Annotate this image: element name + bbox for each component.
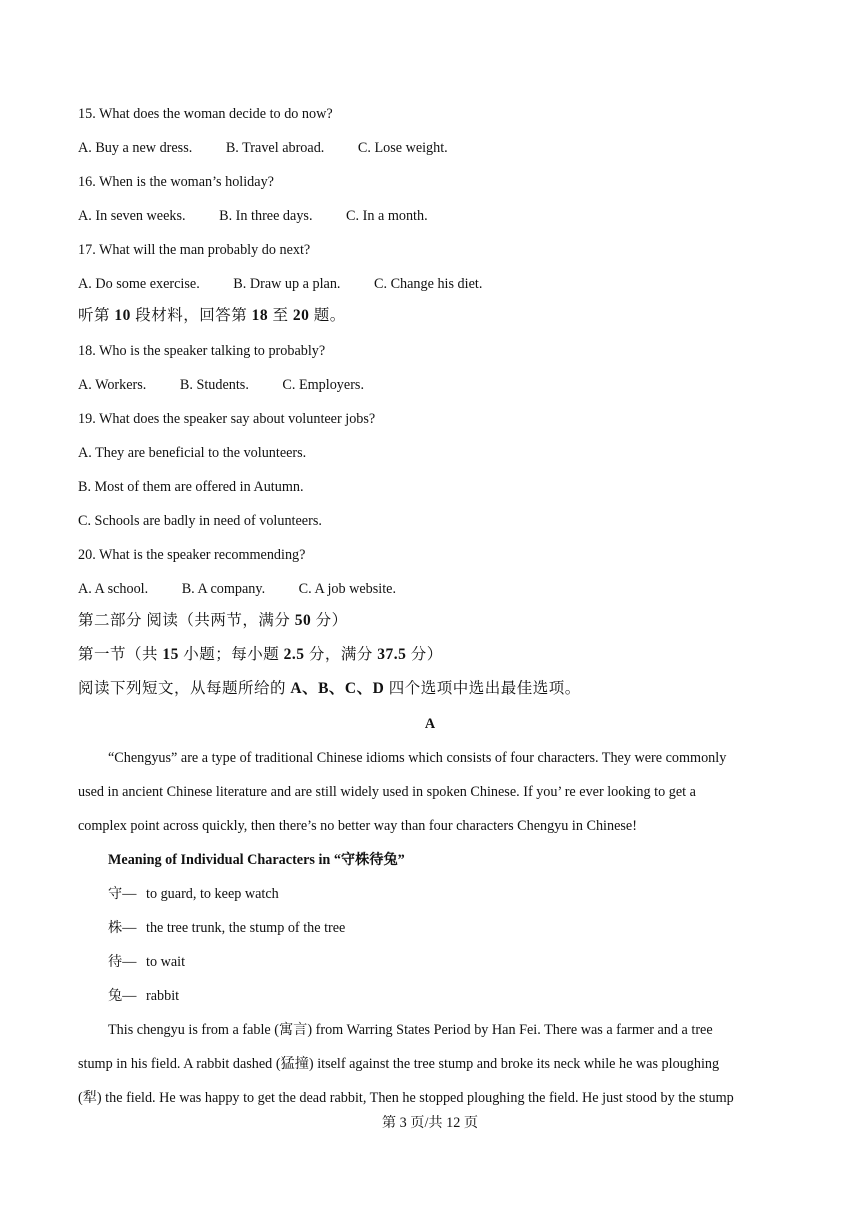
question-18-options bbox=[78, 376, 394, 394]
definition-row bbox=[108, 885, 279, 903]
character: 株— bbox=[108, 920, 137, 936]
option-a: A. A school. bbox=[78, 581, 149, 597]
question-15-options bbox=[78, 139, 478, 157]
number: 18 bbox=[251, 307, 269, 324]
question-19-option-b: B. Most of them are offered in Autumn. bbox=[78, 479, 304, 495]
number: 37.5 bbox=[377, 646, 407, 663]
story-line-3: (犁) the field. He was happy to get the dead rabbit, Then he stopped ploughing the field. He just stood by the stump bbox=[78, 1090, 734, 1106]
option-a: A. In seven weeks. bbox=[78, 208, 186, 224]
number: 10 bbox=[114, 307, 131, 324]
question-19-stem: 19. What does the speaker say about volunteer jobs? bbox=[78, 411, 376, 427]
story-line-2: stump in his field. A rabbit dashed (猛撞) itself against the tree stump and broke its neck while he was ploughing bbox=[78, 1056, 720, 1072]
option-b: B. Students. bbox=[179, 377, 249, 393]
page-number: 第 3 页/共 12 页 bbox=[381, 1115, 479, 1131]
character: 守— bbox=[108, 886, 137, 902]
option-letters: A、B、C、D bbox=[290, 680, 385, 697]
number: 20 bbox=[292, 307, 310, 324]
option-c: C. Lose weight. bbox=[357, 140, 448, 156]
option-a: A. Do some exercise. bbox=[78, 276, 200, 292]
text: 分） bbox=[406, 646, 443, 663]
question-19-option-a: A. They are beneficial to the volunteers. bbox=[78, 445, 307, 461]
character: 兔— bbox=[108, 988, 137, 1004]
definition-row bbox=[108, 919, 345, 937]
meaning: to guard, to keep watch bbox=[146, 886, 279, 902]
text: 阅读下列短文，从每题所给的 bbox=[78, 680, 291, 697]
meaning: to wait bbox=[146, 954, 186, 970]
text: 分） bbox=[311, 612, 348, 629]
definition-row bbox=[108, 987, 179, 1005]
text: 至 bbox=[268, 307, 293, 324]
text: 听第 bbox=[78, 307, 115, 324]
passage-title: A bbox=[424, 716, 436, 732]
story-line-1: This chengyu is from a fable (寓言) from Warring States Period by Han Fei. There was a farmer and a tree bbox=[108, 1022, 713, 1038]
meaning: the tree trunk, the stump of the tree bbox=[146, 920, 346, 936]
text: 第二部分 阅读（共两节，满分 bbox=[78, 612, 295, 629]
question-20-stem: 20. What is the speaker recommending? bbox=[78, 547, 306, 563]
option-b: B. Travel abroad. bbox=[225, 140, 325, 156]
option-a: A. Buy a new dress. bbox=[78, 140, 193, 156]
section-10-instruction bbox=[78, 307, 346, 325]
question-19-option-c: C. Schools are badly in need of volunteers. bbox=[78, 513, 322, 529]
section-1-heading bbox=[78, 646, 443, 664]
number: 50 bbox=[294, 612, 312, 629]
passage-intro-line-3: complex point across quickly, then there’s no better way than four characters Chengyu in Chinese! bbox=[78, 818, 637, 834]
text: 段材料，回答第 bbox=[130, 307, 252, 324]
meaning: rabbit bbox=[146, 988, 180, 1004]
option-c: C. In a month. bbox=[346, 208, 428, 224]
question-16-stem: 16. When is the woman’s holiday? bbox=[78, 174, 274, 190]
question-20-options bbox=[78, 580, 426, 598]
text: 第一节（共 bbox=[78, 646, 163, 663]
text: 题。 bbox=[309, 307, 346, 324]
option-b: B. Draw up a plan. bbox=[233, 276, 341, 292]
question-17-options bbox=[78, 275, 512, 293]
question-17-stem: 17. What will the man probably do next? bbox=[78, 242, 311, 258]
option-c: C. A job website. bbox=[298, 581, 397, 597]
text: 四个选项中选出最佳选项。 bbox=[384, 680, 581, 697]
option-a: A. Workers. bbox=[78, 377, 147, 393]
reading-instruction bbox=[78, 680, 581, 698]
text: 小题；每小题 bbox=[178, 646, 284, 663]
option-b: B. In three days. bbox=[219, 208, 313, 224]
question-16-options bbox=[78, 207, 458, 225]
part-2-heading bbox=[78, 612, 348, 630]
passage-intro-line-1: “Chengyus” are a type of traditional Chinese idioms which consists of four characters. They were commonly bbox=[108, 750, 727, 766]
passage-intro-line-2: used in ancient Chinese literature and are still widely used in spoken Chinese. If you’ re ever looking to get a bbox=[78, 784, 696, 800]
definition-row bbox=[108, 953, 185, 971]
text: 分，满分 bbox=[304, 646, 378, 663]
number: 15 bbox=[162, 646, 179, 663]
option-c: C. Employers. bbox=[282, 377, 364, 393]
number: 2.5 bbox=[283, 646, 305, 663]
question-15-stem: 15. What does the woman decide to do now? bbox=[78, 106, 333, 122]
option-b: B. A company. bbox=[181, 581, 266, 597]
question-18-stem: 18. Who is the speaker talking to probably? bbox=[78, 343, 326, 359]
meaning-heading: Meaning of Individual Characters in “守株待兔” bbox=[108, 852, 405, 868]
character: 待— bbox=[108, 954, 137, 970]
option-c: C. Change his diet. bbox=[374, 276, 483, 292]
